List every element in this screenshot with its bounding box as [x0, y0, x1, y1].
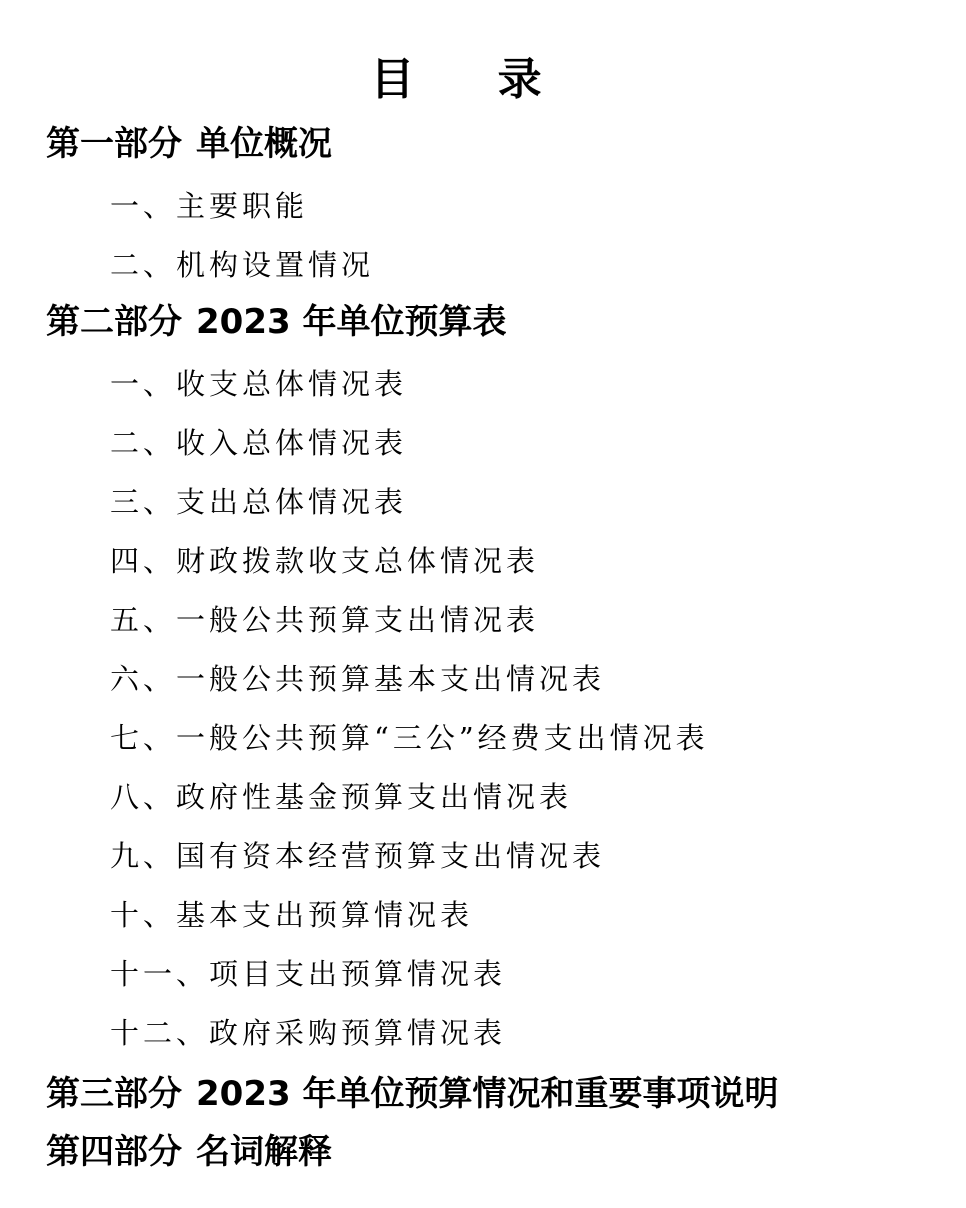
- part-number: 第四部分: [46, 1132, 182, 1172]
- part-title: 2023 年单位预算表: [196, 302, 507, 342]
- toc-item[interactable]: 一、主要职能: [110, 189, 309, 223]
- part-title: 名词解释: [196, 1132, 332, 1172]
- toc-item[interactable]: 十、基本支出预算情况表: [110, 898, 474, 932]
- toc-item[interactable]: 八、政府性基金预算支出情况表: [110, 780, 573, 814]
- toc-part-1[interactable]: [46, 116, 332, 172]
- toc-item[interactable]: 十二、政府采购预算情况表: [110, 1016, 507, 1050]
- toc-item[interactable]: 二、机构设置情况: [110, 248, 375, 282]
- toc-item[interactable]: 十一、项目支出预算情况表: [110, 957, 507, 991]
- part-number: 第三部分: [46, 1074, 182, 1114]
- toc-item[interactable]: 三、支出总体情况表: [110, 485, 408, 519]
- part-number: 第一部分: [46, 124, 182, 164]
- toc-part-3[interactable]: [46, 1066, 778, 1122]
- toc-item[interactable]: 五、一般公共预算支出情况表: [110, 603, 540, 637]
- toc-item[interactable]: 四、财政拨款收支总体情况表: [110, 544, 540, 578]
- toc-title: 目 录: [370, 54, 576, 105]
- toc-item[interactable]: 六、一般公共预算基本支出情况表: [110, 662, 606, 696]
- toc-item[interactable]: 二、收入总体情况表: [110, 426, 408, 460]
- part-title: 2023 年单位预算情况和重要事项说明: [196, 1074, 779, 1114]
- part-number: 第二部分: [46, 302, 182, 342]
- toc-part-4[interactable]: [46, 1124, 332, 1180]
- toc-part-2[interactable]: [46, 294, 506, 350]
- toc-item[interactable]: 九、国有资本经营预算支出情况表: [110, 839, 606, 873]
- toc-item[interactable]: 一、收支总体情况表: [110, 367, 408, 401]
- part-title: 单位概况: [196, 124, 332, 164]
- toc-item[interactable]: 七、一般公共预算“三公”经费支出情况表: [110, 721, 709, 755]
